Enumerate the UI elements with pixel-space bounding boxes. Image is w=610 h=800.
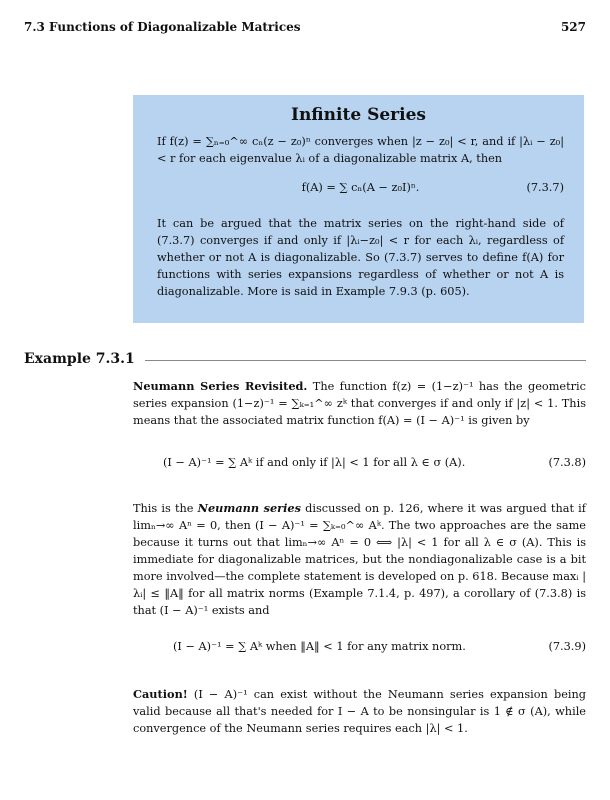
box-title: Infinite Series — [291, 105, 426, 125]
equation-7-3-7 — [157, 167, 564, 215]
example-heading — [24, 351, 586, 371]
example-p2: discussed on p. 126, where it was argued that if limₙ→∞ Aⁿ = 0, then (I − A)⁻¹ = ∑ₖ₌₀^∞ Aᵏ. The two approaches are the same because it turns out that limₙ→∞ Aⁿ = 0 ⟺ |λ| < 1 for all λ ∈ σ (A). This is immediate for diagonalizable matrices, but the nondiagonalizable case is a bit more involved—the complete statement is developed on p. 618. Because maxᵢ |λᵢ| ≤ ‖A‖ for all matrix norms (Example 7.1.4, p. 497), a corollary of (7.3.8) is that (I − A)⁻¹ exists and — [133, 502, 586, 617]
equation-7-3-8-text: (I − A)⁻¹ = ∑ Aᵏ if and only if |λ| < 1 for all λ ∈ σ (A). — [163, 456, 466, 469]
example-title: Example 7.3.1 — [24, 351, 145, 367]
equation-7-3-8 — [133, 446, 586, 486]
infinite-series-box — [133, 95, 584, 323]
equation-7-3-8-label: (7.3.8) — [548, 456, 586, 469]
example-paragraph-2 — [133, 500, 586, 619]
neumann-series-term: Neumann series — [197, 501, 301, 515]
example-p1: The function f(z) = (1−z)⁻¹ has the geometric series expansion (1−z)⁻¹ = ∑ₖ₌₁^∞ zᵏ that converges if and only if |z| < 1. This means that the associated matrix function f(A) = (I − A)⁻¹ is given by — [133, 380, 586, 427]
page-number: 527 — [560, 20, 586, 34]
equation-7-3-9-text: (I − A)⁻¹ = ∑ Aᵏ when ‖A‖ < 1 for any matrix norm. — [173, 640, 466, 653]
box-intro: If f(z) = ∑ₙ₌₀^∞ cₙ(z − z₀)ⁿ converges when |z − z₀| < r, and if |λᵢ − z₀| < r for each eigenvalue λᵢ of a diagonalizable matrix A, then — [157, 135, 564, 165]
example-lead: Neumann Series Revisited. — [133, 379, 308, 393]
equation-7-3-7-text: f(A) = ∑ cₙ(A − z₀I)ⁿ. — [301, 181, 420, 194]
caution-text: (I − A)⁻¹ can exist without the Neumann series expansion being valid because all that's needed for I − A to be nonsingular is 1 ∉ σ (A), while convergence of the Neumann series requires each |λ| < 1. — [133, 688, 586, 735]
caution-lead: Caution! — [133, 687, 188, 701]
equation-7-3-9 — [133, 630, 586, 670]
equation-7-3-9-body — [173, 638, 466, 655]
equation-7-3-7-body — [157, 179, 564, 196]
running-header — [24, 20, 586, 34]
p2-pre: This is the — [133, 502, 194, 515]
equation-7-3-9-label: (7.3.9) — [548, 640, 586, 653]
equation-7-3-8-body — [163, 454, 465, 471]
example-paragraph-1 — [133, 378, 586, 429]
caution-paragraph — [133, 686, 586, 737]
box-text: It can be argued that the matrix series on the right-hand side of (7.3.7) converges if and only if |λᵢ−z₀| < r for each λᵢ, regardless of whether or not A is diagonalizable. So (7.3.7) serves to define f(A) for functions with series expansions regardless of whether or not A is diagonalizable. More is said in Example 7.9.3 (p. 605). — [157, 217, 564, 298]
equation-7-3-7-label: (7.3.7) — [526, 181, 564, 194]
section-title: 7.3 Functions of Diagonalizable Matrices — [24, 20, 301, 34]
